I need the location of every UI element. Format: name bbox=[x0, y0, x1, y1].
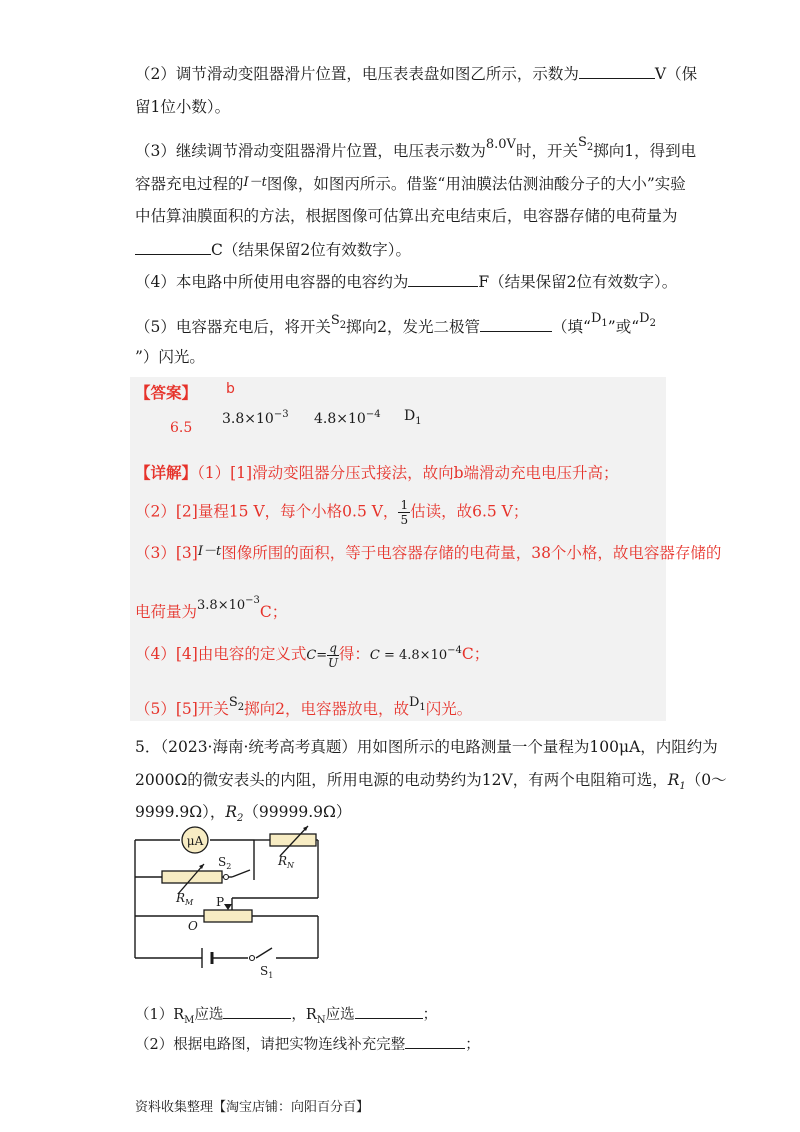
q3-switch-sub: 2 bbox=[586, 142, 594, 153]
answer-3 bbox=[222, 409, 289, 427]
q2-line2 bbox=[135, 96, 230, 118]
rn-label: R bbox=[278, 854, 288, 868]
sub1-text: （1）R bbox=[135, 1007, 185, 1023]
p5-text-2: 2000Ω的微安表头的内阻，所用电源的电动势约为12V，有两个电阻箱可选， bbox=[135, 771, 668, 789]
rn-resistor bbox=[270, 834, 316, 846]
sub1-text-mid: 应选 bbox=[194, 1007, 224, 1023]
q3-switch: S bbox=[577, 135, 587, 150]
q5-line2 bbox=[135, 346, 205, 368]
answer-2: 6.5 bbox=[170, 420, 193, 436]
rm-choice-blank[interactable] bbox=[223, 1002, 291, 1019]
sub1-line bbox=[135, 1002, 437, 1032]
explain-it-label: I－t bbox=[197, 544, 222, 559]
explain-text-6b: 掷向2，电容器放电，故 bbox=[244, 700, 409, 718]
q3-text-2: 容器充电过程的 bbox=[135, 175, 244, 193]
p5-text-3a: 9999.9Ω）， bbox=[135, 803, 226, 821]
explain-line1 bbox=[135, 462, 619, 484]
q3-voltage: 8.0V bbox=[485, 137, 516, 152]
q4-text: （4）本电路中所使用电容器的电容约为 bbox=[135, 273, 409, 291]
q3-text-mid: 时，开关 bbox=[515, 142, 578, 160]
explain-line3 bbox=[135, 541, 721, 564]
explain-text-3: （3）[3] bbox=[135, 544, 198, 562]
q3-text: （3）继续调节滑动变阻器滑片位置，电压表示数为 bbox=[135, 142, 486, 160]
explain-c-value: = 4.8×10 bbox=[379, 648, 448, 663]
q2-text-post: V（保 bbox=[654, 65, 698, 83]
rm-label: R bbox=[176, 891, 186, 905]
q5-blank[interactable] bbox=[480, 315, 552, 332]
svg-text:RM bbox=[175, 891, 194, 907]
explain-label: 【详解】 bbox=[135, 463, 198, 482]
q5-d1: D bbox=[590, 311, 602, 326]
answer-3-base: 3.8×10 bbox=[222, 411, 274, 427]
slider-arrow bbox=[224, 904, 232, 910]
q4-blank[interactable] bbox=[408, 270, 478, 287]
q5-d2-sub: 2 bbox=[649, 318, 656, 329]
explain-c-value-symbol: C bbox=[369, 648, 380, 663]
explain-text-1: （1）[1]滑动变阻器分压式接法，故向b端滑动充电电压升高； bbox=[197, 464, 619, 482]
rm-sub: M bbox=[185, 898, 194, 907]
meter-label: μA bbox=[186, 834, 204, 848]
q2-line1 bbox=[135, 62, 697, 85]
explain-text-2b: 估读，故6.5 V； bbox=[410, 502, 529, 521]
q5-d2: D bbox=[639, 311, 650, 326]
sub2-line bbox=[135, 1032, 480, 1056]
s2-sub: 2 bbox=[226, 862, 232, 871]
q5-fill-open: （填“ bbox=[552, 318, 591, 336]
q2-text: （2）调节滑动变阻器滑片位置，电压表表盘如图乙所示，示数为 bbox=[135, 65, 579, 83]
q2-text-2: 留1位小数）。 bbox=[135, 98, 231, 116]
sub1-sep: ，R bbox=[291, 1007, 317, 1023]
potentiometer bbox=[204, 910, 252, 922]
p5-r1-range: （0～ bbox=[685, 771, 727, 789]
explain-c-symbol: C bbox=[306, 648, 317, 663]
sub2-end: ； bbox=[465, 1037, 480, 1053]
explain-charge-base: 3.8×10 bbox=[197, 598, 246, 613]
circuit-diagram bbox=[120, 820, 340, 980]
q5-or: ”或“ bbox=[607, 318, 640, 336]
explain-text-5c: C； bbox=[461, 645, 490, 663]
answer-4-exp: −4 bbox=[365, 409, 381, 420]
p5-text-1: 5．（2023·海南·统考高考真题）用如图所示的电路测量一个量程为100μA，内阻约为 bbox=[135, 738, 718, 756]
rn-sub: N bbox=[287, 861, 295, 870]
sub2-text: （2）根据电路图，请把实物连线补充完整 bbox=[135, 1037, 406, 1053]
p5-r2: R bbox=[225, 803, 238, 821]
p5-r1-sub: 1 bbox=[679, 781, 686, 792]
q3-text-4: C（结果保留2位有效数字）。 bbox=[211, 241, 411, 259]
explain-switch: S bbox=[228, 695, 238, 710]
q5-d1-sub: 1 bbox=[601, 318, 608, 329]
q5-text-mid: 掷向2，发光二极管 bbox=[346, 318, 481, 336]
explain-u: U bbox=[327, 655, 339, 670]
s1-sub: 1 bbox=[268, 971, 274, 980]
q4-line bbox=[135, 270, 677, 293]
explain-line2 bbox=[135, 498, 528, 527]
p-label: P bbox=[216, 895, 225, 909]
q3-it-label: I－t bbox=[243, 175, 267, 190]
svg-text:RN bbox=[277, 854, 295, 870]
answer-1: b bbox=[226, 381, 235, 397]
q5-line1 bbox=[135, 308, 656, 338]
q5-switch-sub: 2 bbox=[339, 320, 347, 331]
sub1-end: ； bbox=[422, 1007, 438, 1023]
q3-line4 bbox=[135, 238, 411, 261]
q3-text-3: 中估算油膜面积的方法，根据图像可估算出充电结束后，电容器存储的电荷量为 bbox=[135, 207, 678, 225]
explain-line5: （4）[4]由电容的定义式C= $\frac{q}{U}$ 得：$C = 4.8\times 10^{-4}C$； bbox=[135, 640, 490, 670]
answer-5-d: D bbox=[404, 408, 416, 424]
explain-text-4b: C； bbox=[259, 603, 288, 621]
p5-text-3b: （99999.9Ω） bbox=[243, 803, 352, 821]
s2-contact bbox=[224, 875, 229, 880]
p5-line1 bbox=[135, 736, 718, 758]
sub1-n-sub: N bbox=[316, 1015, 326, 1026]
p5-r2-sub: 2 bbox=[237, 813, 244, 824]
explain-c-exp: −4 bbox=[447, 645, 462, 656]
explain-diode: D bbox=[408, 695, 420, 710]
explain-text-2: （2）[2]量程15 V，每个小格0.5 V， bbox=[135, 502, 399, 521]
q5-text-2: ”）闪光。 bbox=[135, 348, 205, 366]
svg-text:S1 bbox=[260, 964, 273, 980]
answer-5-sub: 1 bbox=[415, 416, 422, 427]
q3-text-2b: 图像，如图丙所示。借鉴“用油膜法估测油酸分子的大小”实验 bbox=[266, 175, 686, 193]
q3-line1 bbox=[135, 132, 696, 162]
answer-4 bbox=[314, 409, 381, 427]
sub1-text-mid2: 应选 bbox=[325, 1007, 355, 1023]
sub1-m-sub: M bbox=[184, 1015, 195, 1026]
p5-r1: R bbox=[667, 771, 680, 789]
q3-line2 bbox=[135, 172, 686, 195]
s1-label: S bbox=[260, 964, 269, 978]
q4-text-post: F（结果保留2位有效数字）。 bbox=[478, 273, 678, 291]
q5-switch: S bbox=[330, 313, 340, 328]
answer-label: 【答案】 bbox=[135, 383, 198, 402]
q2-blank[interactable] bbox=[579, 62, 655, 79]
o-label: O bbox=[188, 919, 198, 933]
p5-line2 bbox=[135, 769, 727, 798]
explain-text-3b: 图像所围的面积，等于电容器存储的电荷量，38个小格，故电容器存储的 bbox=[221, 544, 722, 562]
explain-q: q bbox=[329, 640, 337, 655]
s1-contact bbox=[250, 956, 255, 961]
explain-switch-sub: 2 bbox=[237, 702, 245, 713]
explain-line6 bbox=[135, 692, 472, 720]
frac-numerator: 1 bbox=[400, 498, 409, 512]
q3-text-post: 掷向1，得到电 bbox=[593, 142, 697, 160]
explain-diode-sub: 1 bbox=[419, 702, 426, 713]
answer-3-exp: −3 bbox=[273, 409, 289, 420]
s2-label: S bbox=[218, 855, 227, 869]
explain-text-4: 电荷量为 bbox=[135, 603, 198, 621]
q5-text: （5）电容器充电后，将开关 bbox=[135, 318, 331, 336]
answer-5 bbox=[404, 408, 422, 427]
explain-text-6c: 闪光。 bbox=[425, 700, 473, 718]
explain-text-6: （5）[5]开关 bbox=[135, 700, 229, 718]
footer-note: 资料收集整理【淘宝店铺：向阳百分百】 bbox=[135, 1100, 370, 1115]
explain-line4 bbox=[135, 590, 287, 623]
answer-4-base: 4.8×10 bbox=[314, 411, 366, 427]
q3-blank[interactable] bbox=[135, 238, 211, 255]
svg-text:S2 bbox=[218, 855, 231, 871]
explain-text-5b: 得： bbox=[338, 645, 370, 663]
explain-text-5: （4）[4]由电容的定义式 bbox=[135, 645, 307, 663]
rn-choice-blank[interactable] bbox=[355, 1002, 423, 1019]
frac-denominator: 5 bbox=[400, 513, 409, 527]
q3-line3 bbox=[135, 205, 678, 227]
explain-charge-exp: −3 bbox=[245, 595, 260, 606]
sub2-blank[interactable] bbox=[405, 1032, 465, 1049]
